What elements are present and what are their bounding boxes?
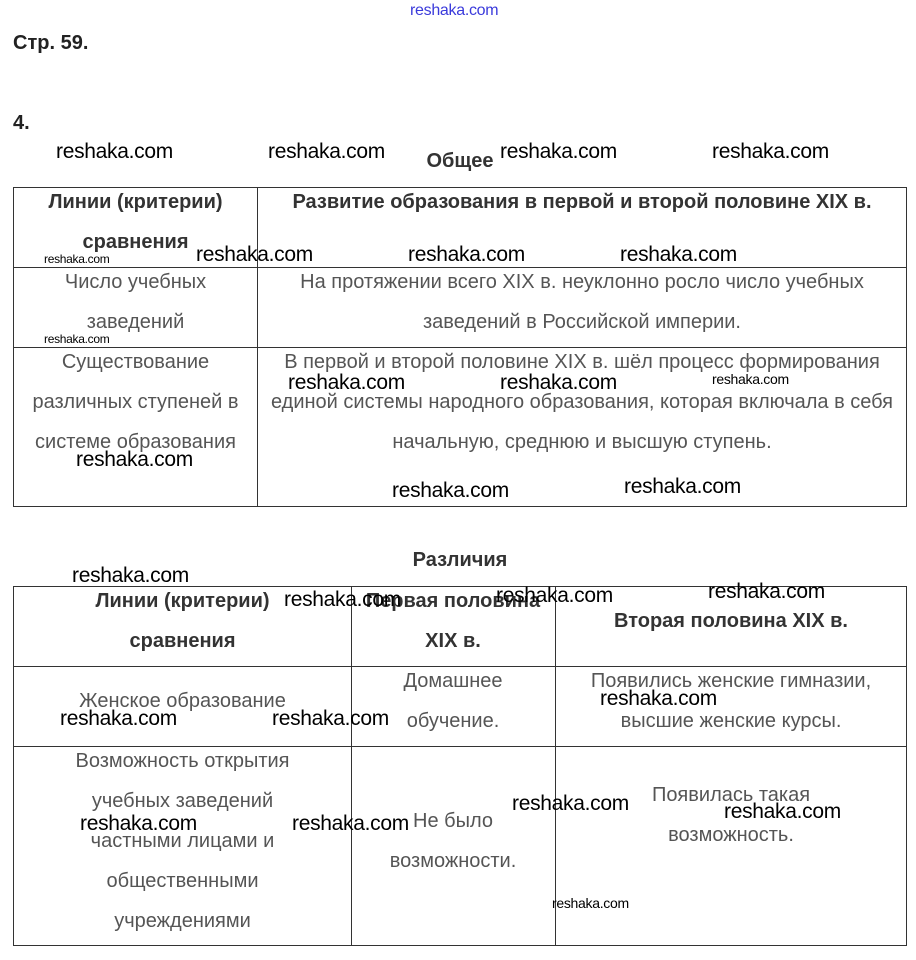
table-cell: На протяжении всего XIX в. неуклонно росло число учебных заведений в Российской империи. (300, 271, 864, 333)
watermark: reshaka.com (712, 140, 829, 163)
watermark: reshaka.com (288, 371, 405, 394)
header-cell: Развитие образования в первой и второй половине XIX в. (292, 191, 872, 213)
watermark: reshaka.com (196, 243, 313, 266)
watermark: reshaka.com (80, 812, 197, 835)
differences-table (13, 586, 907, 946)
task-number: 4. (13, 112, 30, 134)
header-cell: Линии (критерии) сравнения (95, 590, 270, 652)
watermark: reshaka.com (512, 792, 629, 815)
table-cell: Возможность открытия учебных заведений частными лицами и общественными учреждениями (75, 750, 290, 932)
table-cell: Женское образование (79, 690, 286, 712)
page-label: Стр. 59. (13, 32, 89, 54)
watermark: reshaka.com (708, 580, 825, 603)
watermark: reshaka.com (272, 707, 389, 730)
header-cell: Первая половина XIX в. (365, 590, 541, 652)
watermark: reshaka.com (712, 371, 789, 387)
common-caption: Общее (426, 150, 494, 172)
watermark: reshaka.com (552, 895, 629, 911)
watermark: reshaka.com (268, 140, 385, 163)
watermark: reshaka.com (724, 800, 841, 823)
watermark: reshaka.com (72, 564, 189, 587)
watermark: reshaka.com (44, 252, 110, 266)
header-cell: Линии (критерии) сравнения (48, 191, 223, 253)
watermark: reshaka.com (292, 812, 409, 835)
watermark: reshaka.com (408, 243, 525, 266)
table-cell: Число учебных заведений (64, 271, 207, 333)
watermark: reshaka.com (44, 332, 110, 346)
differences-caption: Различия (412, 549, 508, 571)
table-cell: Не было возможности. (389, 810, 517, 872)
watermark: reshaka.com (496, 584, 613, 607)
table-cell: Появились женские гимназии, высшие женские курсы. (590, 670, 872, 732)
watermark: reshaka.com (410, 2, 499, 19)
watermark: reshaka.com (500, 371, 617, 394)
table-cell: Домашнее обучение. (403, 670, 503, 732)
watermark: reshaka.com (284, 588, 401, 611)
watermark: reshaka.com (620, 243, 737, 266)
watermark: reshaka.com (76, 448, 193, 471)
table-cell: Появилась такая возможность. (651, 784, 811, 846)
watermark: reshaka.com (56, 140, 173, 163)
watermark: reshaka.com (624, 475, 741, 498)
header-cell: Вторая половина XIX в. (614, 610, 848, 632)
watermark: reshaka.com (500, 140, 617, 163)
watermark: reshaka.com (60, 707, 177, 730)
table-cell: В первой и второй половине XIX в. шёл процесс формирования единой системы народного образования, которая включала в себя начальную, среднюю и высшую ступень. (270, 351, 894, 453)
watermark: reshaka.com (600, 687, 717, 710)
table-cell: Существование различных ступеней в системе образования (32, 351, 239, 453)
watermark: reshaka.com (392, 479, 509, 502)
